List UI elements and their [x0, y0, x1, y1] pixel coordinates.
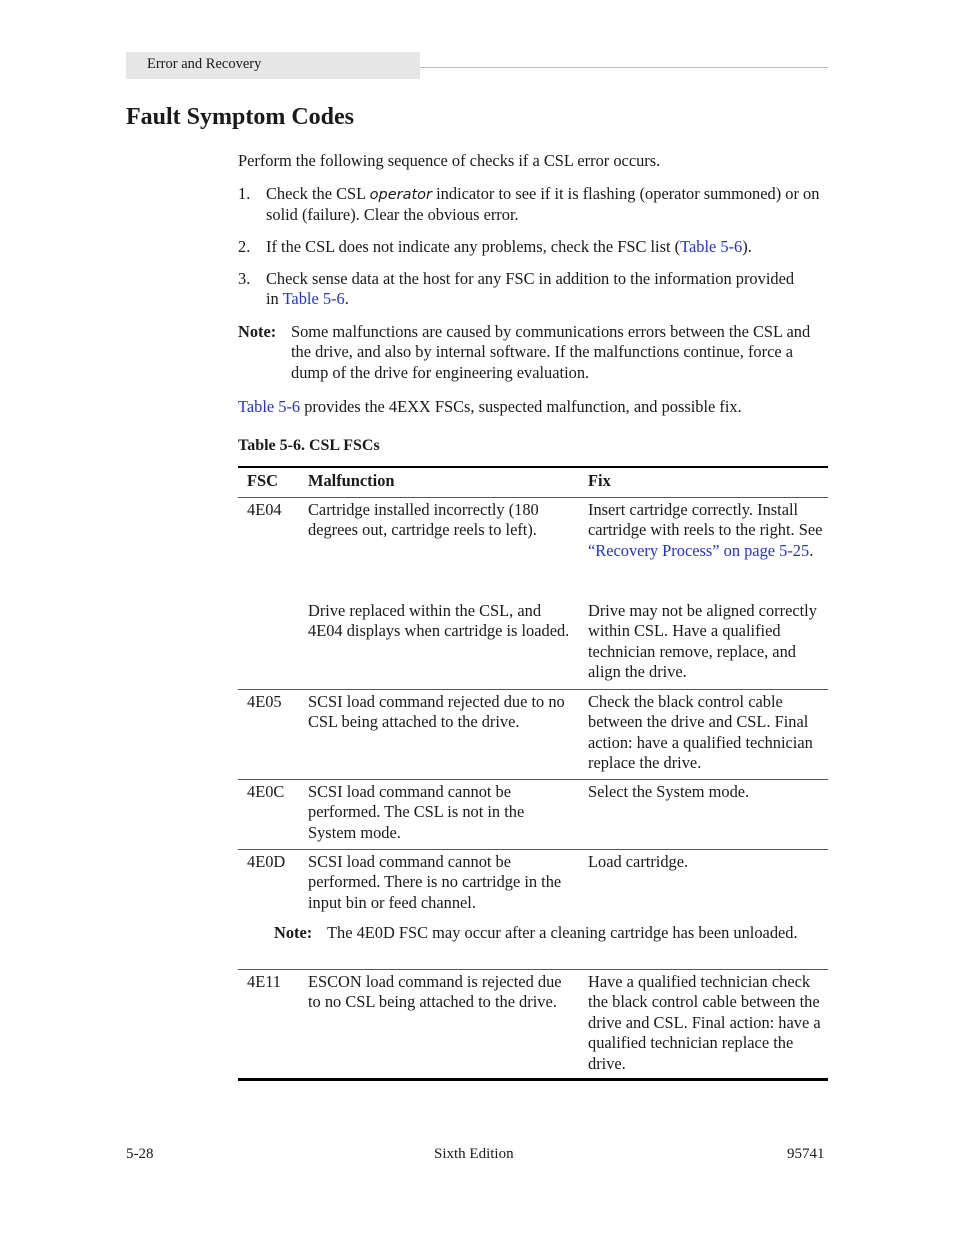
running-header: Error and Recovery — [147, 56, 262, 72]
malfunction-text: SCSI load command cannot be performed. There is no cartridge in the input bin or feed channel. — [308, 852, 562, 912]
table-link[interactable]: Table 5-6 — [282, 289, 345, 309]
note-label: Note: — [274, 923, 313, 942]
fix-text-part: . — [809, 540, 814, 560]
table-top-rule — [238, 466, 828, 468]
page-number: 5-28 — [126, 1146, 154, 1162]
fix-text — [588, 500, 824, 561]
malfunction-text: Cartridge installed incorrectly (180 degrees out, cartridge reels to left). — [308, 500, 539, 540]
table-reference — [238, 397, 838, 417]
step-text: If the CSL does not indicate any problems, check the FSC list ( — [266, 237, 681, 256]
step-text: indicator to see if it is flashing (operator summoned) or on solid (failure). Clear the obvious error. — [266, 184, 820, 225]
fsc-code: 4E05 — [247, 692, 282, 711]
row-divider — [238, 689, 828, 690]
column-header-fsc: FSC — [247, 471, 278, 490]
step-1 — [266, 184, 836, 226]
table-bottom-rule — [238, 1078, 828, 1081]
row-divider — [238, 849, 828, 850]
header-rule — [238, 497, 828, 498]
note-text: The 4E0D FSC may occur after a cleaning cartridge has been unloaded. — [327, 923, 798, 942]
intro-paragraph: Perform the following sequence of checks if a CSL error occurs. — [238, 151, 661, 170]
malfunction-text: ESCON load command is rejected due to no CSL being attached to the drive. — [308, 972, 562, 1012]
edition: Sixth Edition — [434, 1146, 514, 1162]
malfunction-text: Drive replaced within the CSL, and 4E04 displays when cartridge is loaded. — [308, 601, 570, 641]
fsc-code: 4E0D — [247, 852, 286, 871]
step-text: . — [344, 289, 349, 309]
note-text: Some malfunctions are caused by communications errors between the CSL and the drive, and also by internal software. If the malfunctions continue, force a dump of the drive for engineering evaluation. — [291, 322, 811, 382]
row-divider — [238, 779, 828, 780]
fix-text: Check the black control cable between the drive and CSL. Final action: have a qualified technician replace the drive. — [588, 692, 813, 773]
recovery-process-link[interactable]: “Recovery Process” on page 5-25 — [588, 540, 810, 560]
column-header-malfunction: Malfunction — [308, 471, 395, 490]
fsc-code: 4E0C — [247, 782, 285, 801]
fix-text: Drive may not be aligned correctly within CSL. Have a qualified technician remove, replace, and align the drive. — [588, 601, 817, 682]
fix-text: Select the System mode. — [588, 782, 750, 801]
malfunction-text: SCSI load command cannot be performed. The CSL is not in the System mode. — [308, 782, 525, 842]
table-link[interactable]: Table 5-6 — [238, 397, 301, 416]
fsc-code: 4E04 — [247, 500, 282, 519]
fix-text: Have a qualified technician check the black control cable between the drive and CSL. Final action: have a qualified technician replace the drive. — [588, 972, 821, 1073]
fsc-code: 4E11 — [247, 972, 281, 991]
operator-term: operator — [369, 187, 433, 203]
table-link[interactable]: Table 5-6 — [680, 237, 743, 256]
step-number: 1. — [238, 184, 251, 203]
column-header-fix: Fix — [588, 471, 611, 490]
header-rule — [420, 67, 828, 68]
note-label: Note: — [238, 322, 277, 341]
row-divider — [238, 969, 828, 970]
step-2 — [266, 237, 836, 257]
step-text: ). — [742, 237, 752, 256]
table-caption: Table 5-6. CSL FSCs — [238, 437, 380, 454]
fix-text: Load cartridge. — [588, 852, 689, 871]
document-number: 95741 — [787, 1146, 825, 1162]
page-title: Fault Symptom Codes — [126, 104, 355, 130]
step-3 — [266, 269, 806, 310]
reference-text: provides the 4EXX FSCs, suspected malfunction, and possible fix. — [300, 397, 742, 416]
step-number: 3. — [238, 269, 251, 288]
step-number: 2. — [238, 237, 251, 256]
fix-text-part: Insert cartridge correctly. Install cartridge with reels to the right. See — [588, 500, 823, 540]
step-text: Check the CSL — [266, 184, 370, 203]
step-text: Check sense data at the host for any FSC in addition to the information provided in — [266, 269, 795, 309]
malfunction-text: SCSI load command rejected due to no CSL being attached to the drive. — [308, 692, 565, 732]
